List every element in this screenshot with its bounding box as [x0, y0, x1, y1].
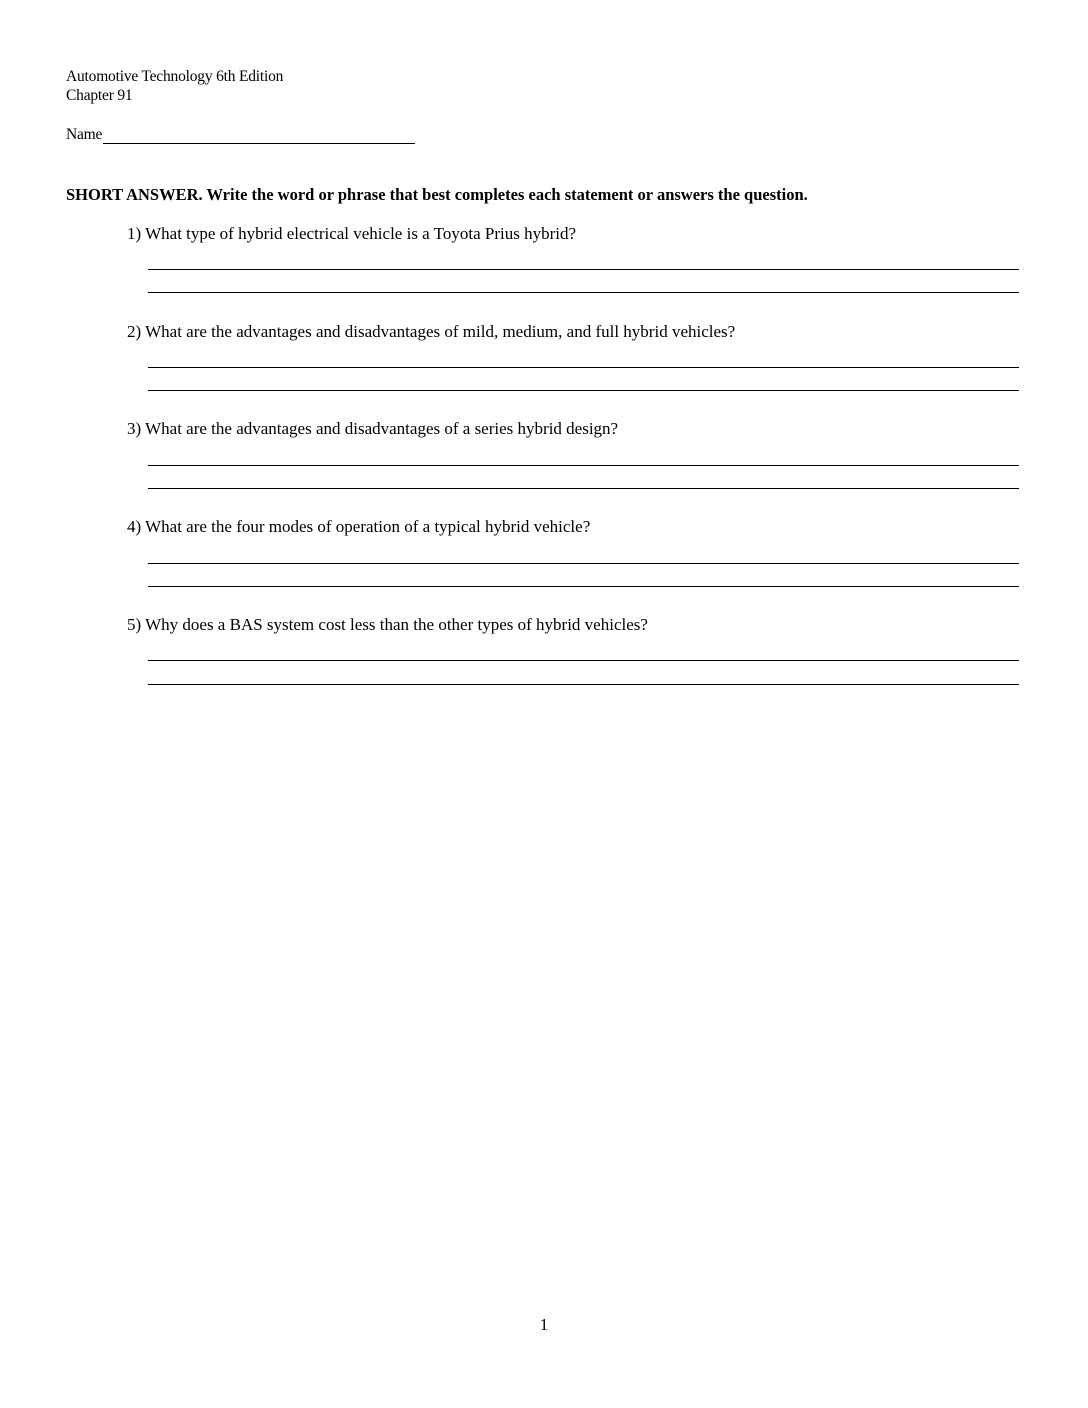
name-blank-line[interactable] — [103, 126, 415, 144]
answer-line[interactable] — [148, 292, 1019, 293]
section-instructions: SHORT ANSWER. Write the word or phrase that best completes each statement or answers the question. — [66, 185, 808, 204]
question-text: 1) What type of hybrid electrical vehicle is a Toyota Prius hybrid? — [127, 224, 577, 243]
answer-line[interactable] — [148, 465, 1019, 466]
question-3 — [127, 419, 1018, 439]
question-4 — [127, 517, 1018, 537]
question-5 — [127, 615, 1018, 635]
book-title: Automotive Technology 6th Edition — [66, 68, 284, 85]
answer-line[interactable] — [148, 488, 1019, 489]
page-number: 1 — [539, 1315, 549, 1334]
question-text: 4) What are the four modes of operation of a typical hybrid vehicle? — [127, 517, 591, 536]
question-2 — [127, 322, 1018, 342]
answer-line[interactable] — [148, 563, 1019, 564]
answer-line[interactable] — [148, 660, 1019, 661]
document-header — [66, 67, 283, 105]
answer-line[interactable] — [148, 269, 1019, 270]
question-text: 2) What are the advantages and disadvantages of mild, medium, and full hybrid vehicles? — [127, 322, 736, 341]
question-text: 5) Why does a BAS system cost less than the other types of hybrid vehicles? — [127, 615, 648, 634]
chapter-label: Chapter 91 — [66, 87, 133, 104]
question-text: 3) What are the advantages and disadvantages of a series hybrid design? — [127, 419, 619, 438]
answer-line[interactable] — [148, 367, 1019, 368]
name-label: Name — [66, 126, 103, 143]
answer-line[interactable] — [148, 684, 1019, 685]
question-1 — [127, 224, 1018, 244]
answer-line[interactable] — [148, 586, 1019, 587]
name-row — [66, 125, 415, 144]
answer-line[interactable] — [148, 390, 1019, 391]
